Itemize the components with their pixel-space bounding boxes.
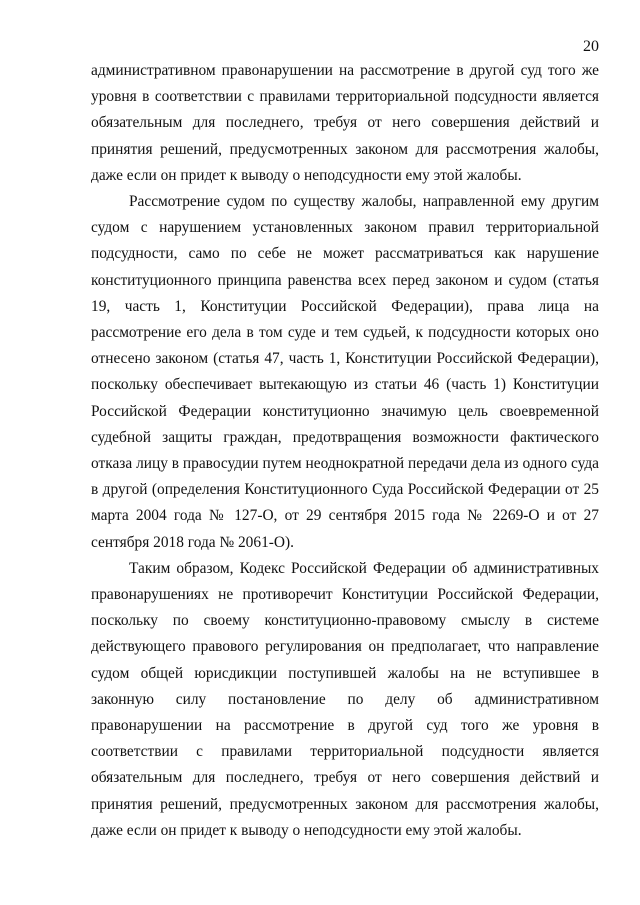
paragraph-conclusion: Таким образом, Кодекс Российской Федерации об административных правонарушениях не противоречит Конституции Российской Федерации, поскольку по своему конституционно-правовому смыслу в системе действующего правового регулирования он предполагает, что направление судом общей юрисдикции поступившей жалобы на не вступившее в законную силу постановление по делу об административном правонарушении на рассмотрение в другой суд того же уровня в соответствии с правилами территориальной подсудности является обязательным для последнего, требуя от него совершения действий и принятия решений, предусмотренных законом для рассмотрения жалобы, даже если он придет к выводу о неподсудности ему этой жалобы. bbox=[91, 559, 599, 839]
paragraph-continuation: административном правонарушении на рассмотрение в другой суд того же уровня в соответствии с правилами территориальной подсудности является обязательным для последнего, требуя от него совершения действий и принятия решений, предусмотренных законом для рассмотрения жалобы, даже если он придет к выводу о неподсудности ему этой жалобы. bbox=[91, 62, 599, 184]
paragraph-consideration: Рассмотрение судом по существу жалобы, направленной ему другим судом с нарушением установленных законом правил территориальной подсудности, само по себе не может рассматриваться как нарушение конституционного принципа равенства всех перед законом и судом (статья 19, часть 1, Конституции Российской Федерации), права лица на рассмотрение его дела в том суде и тем судьей, к подсудности которых оно отнесено законом (статья 47, часть 1, Конституции Российской Федерации), поскольку обеспечивает вытекающую из статьи 46 (часть 1) Конституции Российской Федерации конституционно значимую цель своевременной судебной защиты граждан, предотвращения возможности фактического отказа лицу в правосудии путем неоднократной передачи дела из одного суда в другой (определения Конституционного Суда Российской Федерации от 25 марта 2004 года № 127-О, от 29 сентября 2015 года № 2269-О и от 27 сентября 2018 года № 2061-О). bbox=[91, 193, 599, 551]
body-text bbox=[91, 58, 599, 844]
page-number: 20 bbox=[583, 38, 599, 55]
